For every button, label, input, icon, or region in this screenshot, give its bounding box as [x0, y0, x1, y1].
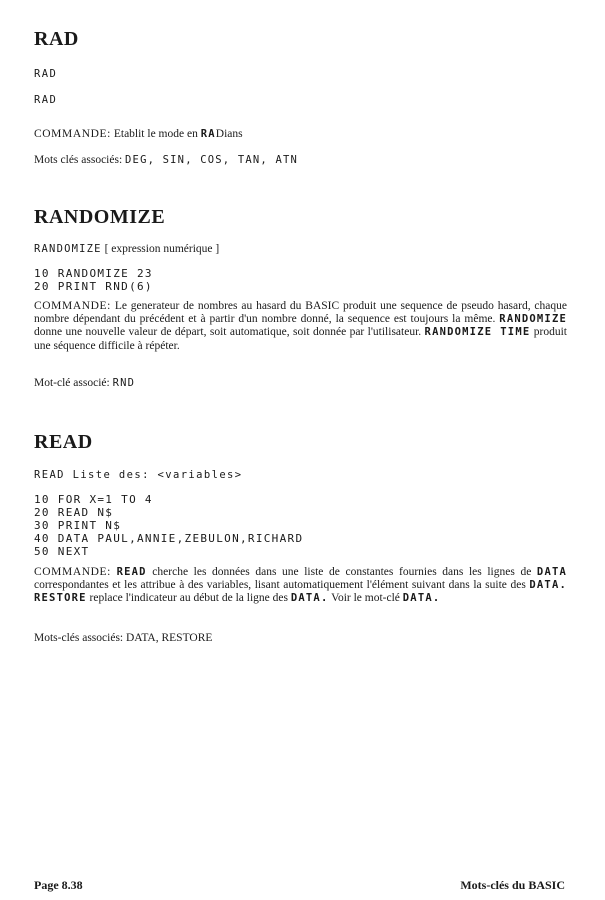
heading-randomize: RANDOMIZE: [34, 206, 166, 228]
command-label: COMMANDE:: [34, 128, 111, 140]
randomize-code-line-2: 20 PRINT RND(6): [34, 280, 153, 293]
read-description: COMMANDE: READ cherche les données dans une liste de constantes fournies dans les lignes de DATA correspondantes et les attribue à des variables, lisant automatiquement l'élément suivant dans la suite des DATA. RESTORE replace l'indicateur au début de la ligne des DATA. Voir le mot-clé DATA.: [34, 566, 568, 605]
read-related-keywords: Mots-clés associés: DATA, RESTORE: [34, 632, 213, 644]
rad-description: COMMANDE: Etablit le mode en RADians: [34, 128, 243, 140]
randomize-related-keyword: Mot-clé associé: RND: [34, 377, 136, 389]
heading-read: READ: [34, 431, 93, 453]
section-title: Mots-clés du BASIC: [460, 878, 565, 892]
read-syntax: READ Liste des: <variables>: [34, 469, 243, 481]
read-code-line-3: 30 PRINT N$: [34, 519, 122, 532]
randomize-description: COMMANDE: Le generateur de nombres au hasard du BASIC produit une sequence de pseudo hasard, chaque nombre dépendant du précédent et à partir d'un nombre donné, la sequence est toujours la même. RANDOMIZE donne une nouvelle valeur de départ, soit automatique, soit donnée par l'utilisateur. RANDOMIZE TIME produit une séquence difficile à répéter.: [34, 300, 567, 352]
read-code-line-1: 10 FOR X=1 TO 4: [34, 493, 153, 506]
rad-syntax-1: RAD: [34, 68, 58, 80]
heading-rad: RAD: [34, 28, 79, 50]
randomize-code-line-1: 10 RANDOMIZE 23: [34, 267, 153, 280]
randomize-syntax: RANDOMIZE [ expression numérique ]: [34, 243, 220, 255]
read-code-line-5: 50 NEXT: [34, 545, 90, 558]
read-code-line-4: 40 DATA PAUL,ANNIE,ZEBULON,RICHARD: [34, 532, 304, 545]
rad-syntax-2: RAD: [34, 94, 58, 106]
rad-related-keywords: Mots clés associés: DEG, SIN, COS, TAN, ATN: [34, 154, 299, 166]
read-code-line-2: 20 READ N$: [34, 506, 114, 519]
page-number: Page 8.38: [34, 878, 83, 892]
